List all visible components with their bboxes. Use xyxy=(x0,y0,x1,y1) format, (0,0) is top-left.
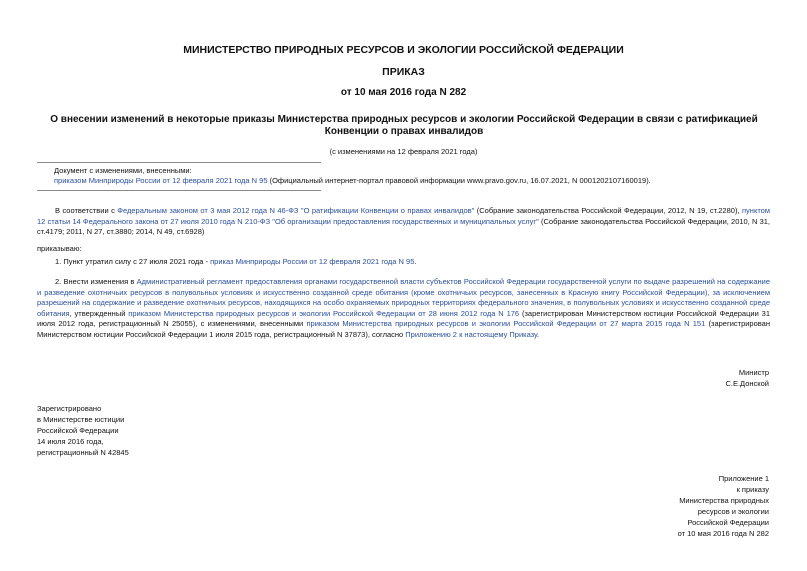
preamble-text-2: (Собрание законодательства Российской Федерации, 2012, N 19, ст.2280), xyxy=(474,206,742,215)
preamble-link-law-210fz[interactable]: пунктом 12 статьи 14 Федерального закона от 27 июля 2010 года N 210-ФЗ "Об организации предоставления государственных и муниципальных услуг" xyxy=(37,206,770,226)
divider-top xyxy=(37,162,321,163)
appendix-line: Российской Федерации xyxy=(687,518,769,527)
divider-bottom xyxy=(37,190,321,191)
appendix-line: Министерства природных xyxy=(679,496,769,505)
registration-block xyxy=(37,403,129,458)
appendix-header xyxy=(678,473,769,539)
item-2-link-regulation[interactable]: Административный регламент предоставления органами государственной власти субъектов Российской Федерации государственной услуги по выдаче разрешений на содержание и разведение охотничьих ресурсов в полувольных условиях и искусственно созданной среде обитания (кроме охотничьих ресурсов, занесенных в Красную книгу Российской Федерации), за исключением разрешений на содержание и разведение охотничьих ресурсов, находящихся на особо охраняемых природных территориях федерального значения, в полувольных условиях и искусственно созданной среде обитания xyxy=(37,277,770,318)
appendix-line: ресурсов и экологии xyxy=(697,507,769,516)
item-2-text-4: (зарегистрирован Министерством юстиции Российской Федерации 1 июля 2015 года, регистрационный N 37873), согласно xyxy=(37,319,770,339)
registration-line: в Министерстве юстиции xyxy=(37,415,125,424)
registration-line: 14 июля 2016 года, xyxy=(37,437,104,446)
item-1-end: . xyxy=(414,257,417,266)
changes-rest: (Официальный интернет-портал правовой информации www.pravo.gov.ru, 16.07.2021, N 0001202107160019). xyxy=(267,176,651,185)
appendix-line: от 10 мая 2016 года N 282 xyxy=(677,529,769,538)
order-word: приказываю: xyxy=(37,244,82,253)
changes-block xyxy=(54,166,774,186)
registration-line: регистрационный N 42845 xyxy=(37,448,129,457)
preamble-text-1: В соответствии с xyxy=(55,206,118,215)
signature-title: Министр xyxy=(738,368,769,377)
amendment-note: (с изменениями на 12 февраля 2021 года) xyxy=(329,147,478,156)
preamble-paragraph xyxy=(37,206,770,238)
item-2-text-2: , утвержденный xyxy=(69,308,129,318)
item-2-paragraph xyxy=(37,277,770,340)
item-2-end: . xyxy=(537,329,540,339)
ministry-title: МИНИСТЕРСТВО ПРИРОДНЫХ РЕСУРСОВ И ЭКОЛОГИИ РОССИЙСКОЙ ФЕДЕРАЦИИ xyxy=(183,44,624,56)
appendix-line: Приложение 1 xyxy=(718,474,769,483)
item-1-link[interactable]: приказ Минприроды России от 12 февраля 2021 года N 95 xyxy=(210,257,415,266)
item-2-text-3: (зарегистрирован Министерством юстиции Российской Федерации 31 июля 2012 года, регистрационный N 25055), с изменениями, внесенными xyxy=(37,308,771,328)
changes-link[interactable]: приказом Минприроды России от 12 февраля 2021 года N 95 xyxy=(54,176,268,185)
changes-label: Документ с изменениями, внесенными: xyxy=(54,166,192,175)
item-2-link-appendix-2[interactable]: Приложению 2 к настоящему Приказу xyxy=(405,329,538,339)
item-1-paragraph xyxy=(37,257,770,268)
preamble-link-law-46fz[interactable]: Федеральным законом от 3 мая 2012 года N 46-ФЗ "О ратификации Конвенции о правах инвалидов" xyxy=(117,206,475,215)
item-2-link-order-151[interactable]: приказом Министерства природных ресурсов и экологии Российской Федерации от 27 марта 2015 года N 151 xyxy=(306,319,706,328)
doc-subject: О внесении изменений в некоторые приказы Министерства природных ресурсов и экологии Российской Федерации в связи с ратификацией Конвенции о правах инвалидов xyxy=(50,114,758,137)
signature-name: С.Е.Донской xyxy=(725,379,769,388)
registration-line: Зарегистрировано xyxy=(37,404,102,413)
item-2-link-order-176[interactable]: приказом Министерства природных ресурсов и экологии Российской Федерации от 28 июня 2012 года N 176 xyxy=(128,308,520,318)
doc-type: ПРИКАЗ xyxy=(382,66,425,78)
item-2-text-1: 2. Внести изменения в xyxy=(55,277,137,286)
doc-date-number: от 10 мая 2016 года N 282 xyxy=(340,87,467,98)
appendix-line: к приказу xyxy=(736,485,769,494)
changes-text xyxy=(54,176,774,186)
registration-line: Российской Федерации xyxy=(37,426,119,435)
signature-block xyxy=(725,367,769,389)
item-1-text: 1. Пункт утратил силу с 27 июля 2021 года - xyxy=(55,257,211,266)
preamble-text-3: (Собрание законодательства Российской Федерации, 2010, N 31, ст.4179; 2011, N 27, ст.3880; 2014, N 49, ст.6928) xyxy=(37,216,771,236)
